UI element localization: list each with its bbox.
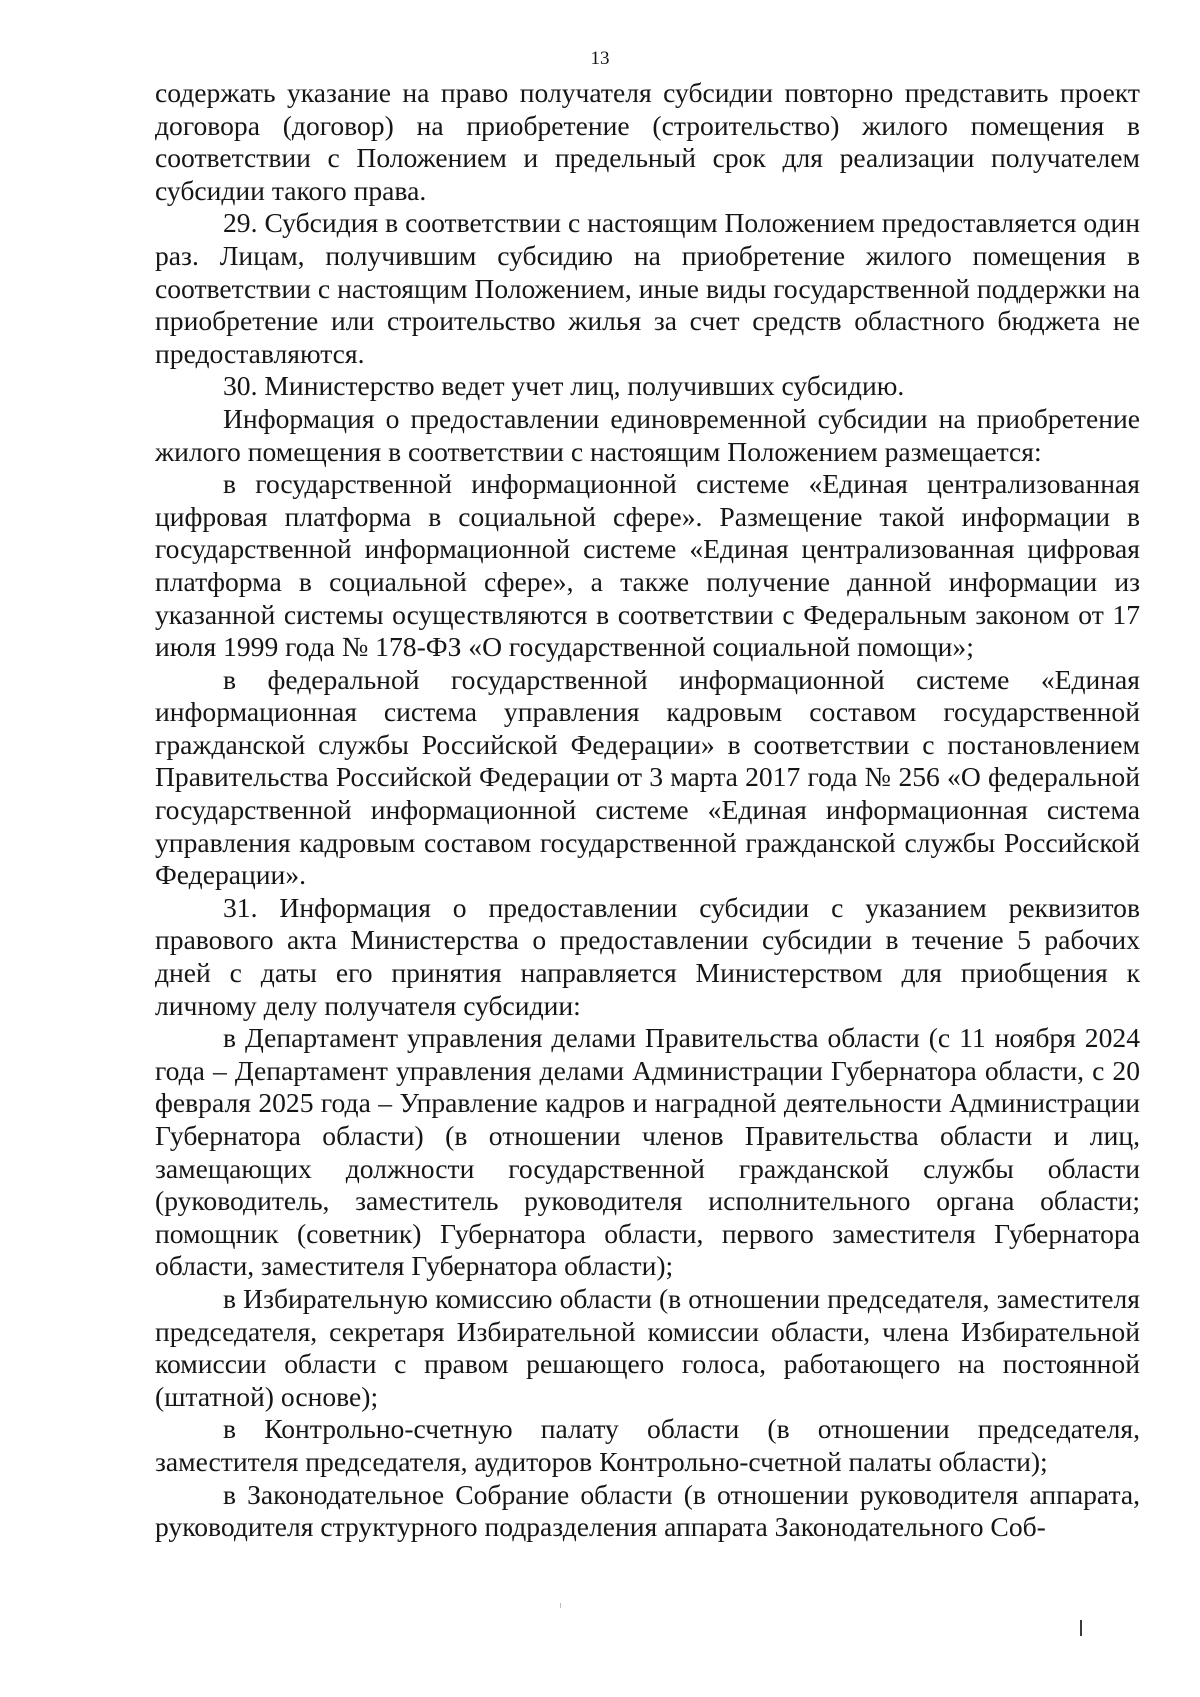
page-number: 13 — [590, 48, 610, 69]
paragraph-legislative-assembly: в Законодательное Собрание области (в отношении руководителя аппарата, руководителя структурного подразделения аппарата Законодательного Соб- — [155, 1478, 1140, 1543]
paragraph-social-platform: в государственной информационной системе «Единая централизованная цифровая платформа в социальной сфере». Размещение такой информации в государственной информационной системе «Единая централизованная цифровая платформа в социальной сфере», а также получение данной информации из указанной системы осуществляются в соответствии с Федеральным законом от 17 июля 1999 года № 178-ФЗ «О государственной социальной помощи»; — [155, 468, 1140, 663]
paragraph-31: 31. Информация о предоставлении субсидии с указанием реквизитов правового акта Министерства о предоставлении субсидии в течение 5 рабочих дней с даты его принятия направляется Министерством для приобщения к личному делу получателя субсидии: — [155, 891, 1140, 1021]
paragraph-information-placement: Информация о предоставлении единовременной субсидии на приобретение жилого помещения в соответствии с настоящим Положением размещается: — [155, 402, 1140, 467]
document-body — [155, 77, 1140, 1544]
paragraph-29: 29. Субсидия в соответствии с настоящим Положением предоставляется один раз. Лицам, получившим субсидию на приобретение жилого помещения в соответствии с настоящим Положением, иные виды государственной поддержки на приобретение или строительство жилья за счет средств областного бюджета не предоставляются. — [155, 207, 1140, 369]
paragraph-continuation: содержать указание на право получателя субсидии повторно представить проект договора (договор) на приобретение (строительство) жилого помещения в соответствии с Положением и предельный срок для реализации получателем субсидии такого права. — [155, 77, 1140, 206]
paragraph-personnel-system: в федеральной государственной информационной системе «Единая информационная система управления кадровым составом государственной гражданской службы Российской Федерации» в соответствии с постановлением Правительства Российской Федерации от 3 марта 2017 года № 256 «О федеральной государственной информационной системе «Единая информационная система управления кадровым составом государственной гражданской службы Российской Федерации». — [155, 663, 1140, 891]
scan-artifact — [1080, 1620, 1082, 1636]
paragraph-audit-chamber: в Контрольно-счетную палату области (в отношении председателя, заместителя председателя, аудиторов Контрольно-счетной палаты области); — [155, 1413, 1140, 1477]
paragraph-department-affairs: в Департамент управления делами Правительства области (с 11 ноября 2024 года – Департамент управления делами Администрации Губернатора области, с 20 февраля 2025 года – Управление кадров и наградной деятельности Администрации Губернатора области) (в отношении членов Правительства области и лиц, замещающих должности государственной гражданской службы области (руководитель, заместитель руководителя исполнительного органа области; помощник (советник) Губернатора области, первого заместителя Губернатора области, заместителя Губернатора области); — [155, 1022, 1140, 1282]
paragraph-30: 30. Министерство ведет учет лиц, получивших субсидию. — [223, 370, 905, 402]
paragraph-election-commission: в Избирательную комиссию области (в отношении председателя, заместителя председателя, секретаря Избирательной комиссии области, члена Избирательной комиссии области с правом решающего голоса, работающего на постоянной (штатной) основе); — [155, 1282, 1140, 1412]
scan-artifact — [560, 1603, 561, 1608]
